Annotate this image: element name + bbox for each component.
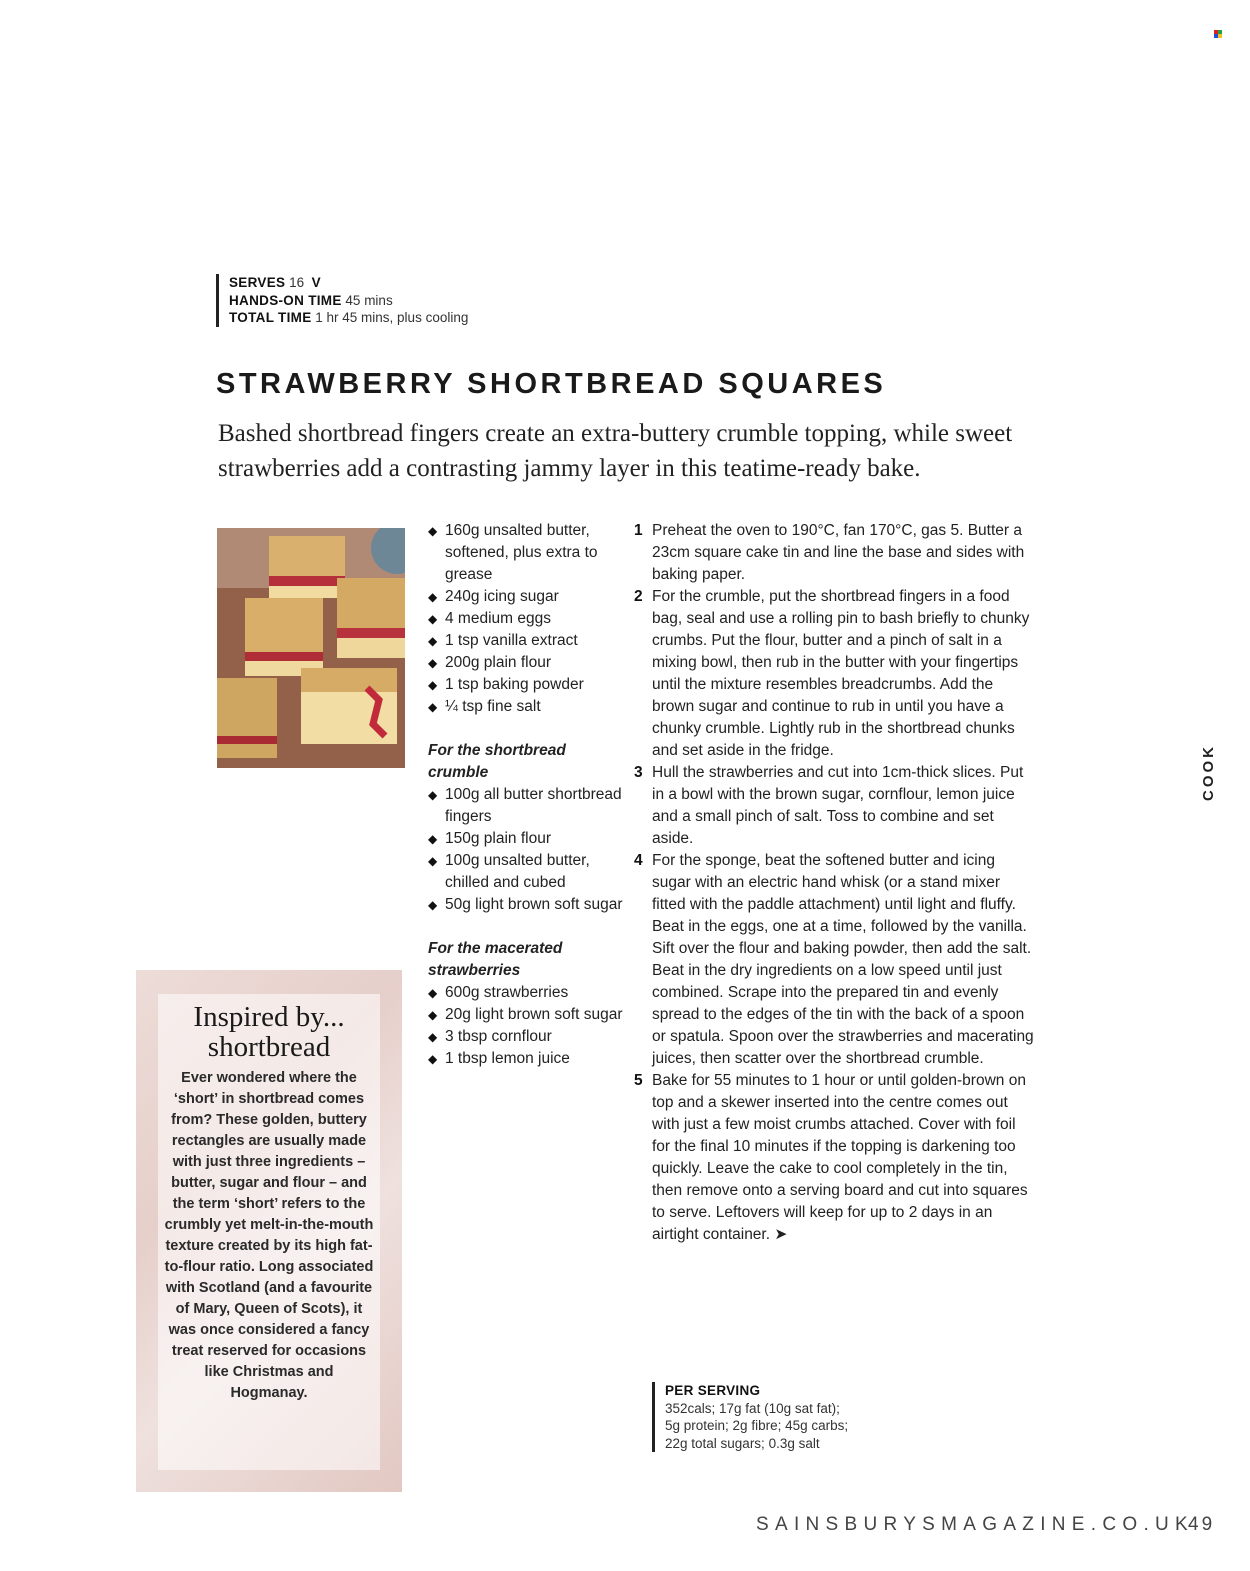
colour-marker-icon [1214, 30, 1222, 38]
sidebar-title [158, 1002, 380, 1062]
ingredient-item: ◆ 1 tbsp lemon juice [428, 1048, 628, 1070]
ingredient-item: ◆ 1 tsp vanilla extract [428, 630, 628, 652]
ingredient-item: ◆ 600g strawberries [428, 982, 628, 1004]
strawberries-heading: For the macerated strawberries [428, 940, 563, 979]
step-number: 3 [634, 764, 643, 781]
total-time-label: TOTAL TIME [229, 310, 312, 325]
method-step [634, 586, 1034, 762]
ingredients-strawberries [428, 938, 628, 1070]
sidebar-title-line: shortbread [207, 1031, 331, 1063]
method-step [634, 850, 1034, 1070]
step-text: Preheat the oven to 190°C, fan 170°C, gas 5. Butter a 23cm square cake tin and line the base and sides with baking paper. [652, 522, 1025, 583]
inspired-by-sidebar [136, 970, 402, 1492]
nutrition-line: 22g total sugars; 0.3g salt [665, 1435, 820, 1451]
ingredient-item: ◆ 20g light brown soft sugar [428, 1004, 628, 1026]
recipe-title: STRAWBERRY SHORTBREAD SQUARES [216, 368, 887, 400]
method-step [634, 520, 1034, 586]
nutrition-line: 352cals; 17g fat (10g sat fat); [665, 1400, 840, 1416]
method-step [634, 1070, 1034, 1246]
step-number: 4 [634, 852, 643, 869]
footer-url: SAINSBURYSMAGAZINE.CO.UK [756, 1514, 1195, 1535]
ingredient-item: ◆ 50g light brown soft sugar [428, 894, 628, 916]
strawberry-shortbread-squares-photo [217, 528, 405, 768]
ingredient-item: ◆ 1 tsp baking powder [428, 674, 628, 696]
serves-value: 16 [289, 275, 305, 290]
ingredient-item: ◆ 100g unsalted butter, chilled and cubed [428, 850, 628, 894]
total-time-value: 1 hr 45 mins, plus cooling [315, 310, 469, 325]
recipe-meta [216, 274, 468, 327]
nutrition-heading: PER SERVING [665, 1383, 761, 1398]
step-text: For the crumble, put the shortbread fingers in a food bag, seal and use a rolling pin to bash briefly to chunky crumbs. Put the flour, butter and a pinch of salt in a mixing bowl, then rub in the butter with your fingertips until the mixture resembles breadcrumbs. Add the brown sugar and continue to rub in until you have a chunky crumble. Lightly rub in the shortbread chunks and set aside in the fridge. [652, 588, 1030, 759]
ingredient-item: ◆ 100g all butter shortbread fingers [428, 784, 628, 828]
serves-label: SERVES [229, 275, 286, 290]
crumble-heading: For the shortbread crumble [428, 742, 566, 781]
ingredients [428, 520, 628, 1092]
ingredient-item: ◆ 160g unsalted butter, softened, plus extra to grease [428, 520, 628, 586]
step-number: 5 [634, 1072, 643, 1089]
ingredient-item: ◆ 240g icing sugar [428, 586, 628, 608]
sidebar-title-line: Inspired by... [193, 1001, 345, 1033]
page-number: 49 [1188, 1514, 1216, 1535]
step-text: For the sponge, beat the softened butter and icing sugar with an electric hand whisk (or a stand mixer fitted with the paddle attachment) until light and fluffy. Beat in the eggs, one at a time, followed by the vanilla. Sift over the flour and baking powder, then add the salt. Beat in the dry ingredients on a low speed until just combined. Scrape into the prepared tin and evenly spread to the edges of the tin with the back of a spoon or spatula. Spoon over the strawberries and macerating juices, then scatter over the shortbread crumble. [652, 852, 1034, 1067]
hands-on-label: HANDS-ON TIME [229, 292, 342, 308]
recipe-photo [217, 528, 405, 768]
ingredient-item: ◆ 4 medium eggs [428, 608, 628, 630]
ingredient-item: ◆ 150g plain flour [428, 828, 628, 850]
step-number: 1 [634, 522, 643, 539]
method-steps [634, 520, 1034, 1246]
section-tag: COOK [1200, 744, 1217, 801]
ingredient-item: ◆ 200g plain flour [428, 652, 628, 674]
step-number: 2 [634, 588, 643, 605]
hands-on-value: 45 mins [345, 292, 393, 308]
method-step [634, 762, 1034, 850]
ingredients-main [428, 520, 628, 718]
ingredients-crumble [428, 740, 628, 916]
step-text: Hull the strawberries and cut into 1cm-thick slices. Put in a bowl with the brown sugar, cornflour, lemon juice and a small pinch of salt. Toss to combine and set aside. [652, 764, 1024, 847]
end-arrow-icon: ➤ [774, 1226, 788, 1243]
sidebar-body: Ever wondered where the ‘short’ in shortbread comes from? These golden, buttery rectangles are usually made with just three ingredients – butter, sugar and flour – and the term ‘short’ refers to the crumbly yet melt-in-the-mouth texture created by its high fat-to-flour ratio. Long associated with Scotland (and a favourite of Mary, Queen of Scots), it was once considered a fancy treat reserved for occasions like Christmas and Hogmanay. [164, 1070, 374, 1401]
ingredient-item: ◆ 3 tbsp cornflour [428, 1026, 628, 1048]
nutrition-line: 5g protein; 2g fibre; 45g carbs; [665, 1418, 849, 1433]
ingredient-item: ◆ ¼ tsp fine salt [428, 696, 628, 718]
recipe-intro: Bashed shortbread fingers create an extra-buttery crumble topping, while sweet strawberries add a contrasting jammy layer in this teatime-ready bake. [218, 420, 1013, 482]
vegetarian-mark: V [311, 275, 321, 290]
nutrition-info [652, 1382, 848, 1452]
step-text: Bake for 55 minutes to 1 hour or until golden-brown on top and a skewer inserted into the centre comes out with just a few moist crumbs attached. Cover with foil for the final 10 minutes if the topping is darkening too quickly. Leave the cake to cool completely in the tin, then remove onto a serving board and cut into squares to serve. Leftovers will keep for up to 2 days in an airtight container. [652, 1072, 1028, 1243]
